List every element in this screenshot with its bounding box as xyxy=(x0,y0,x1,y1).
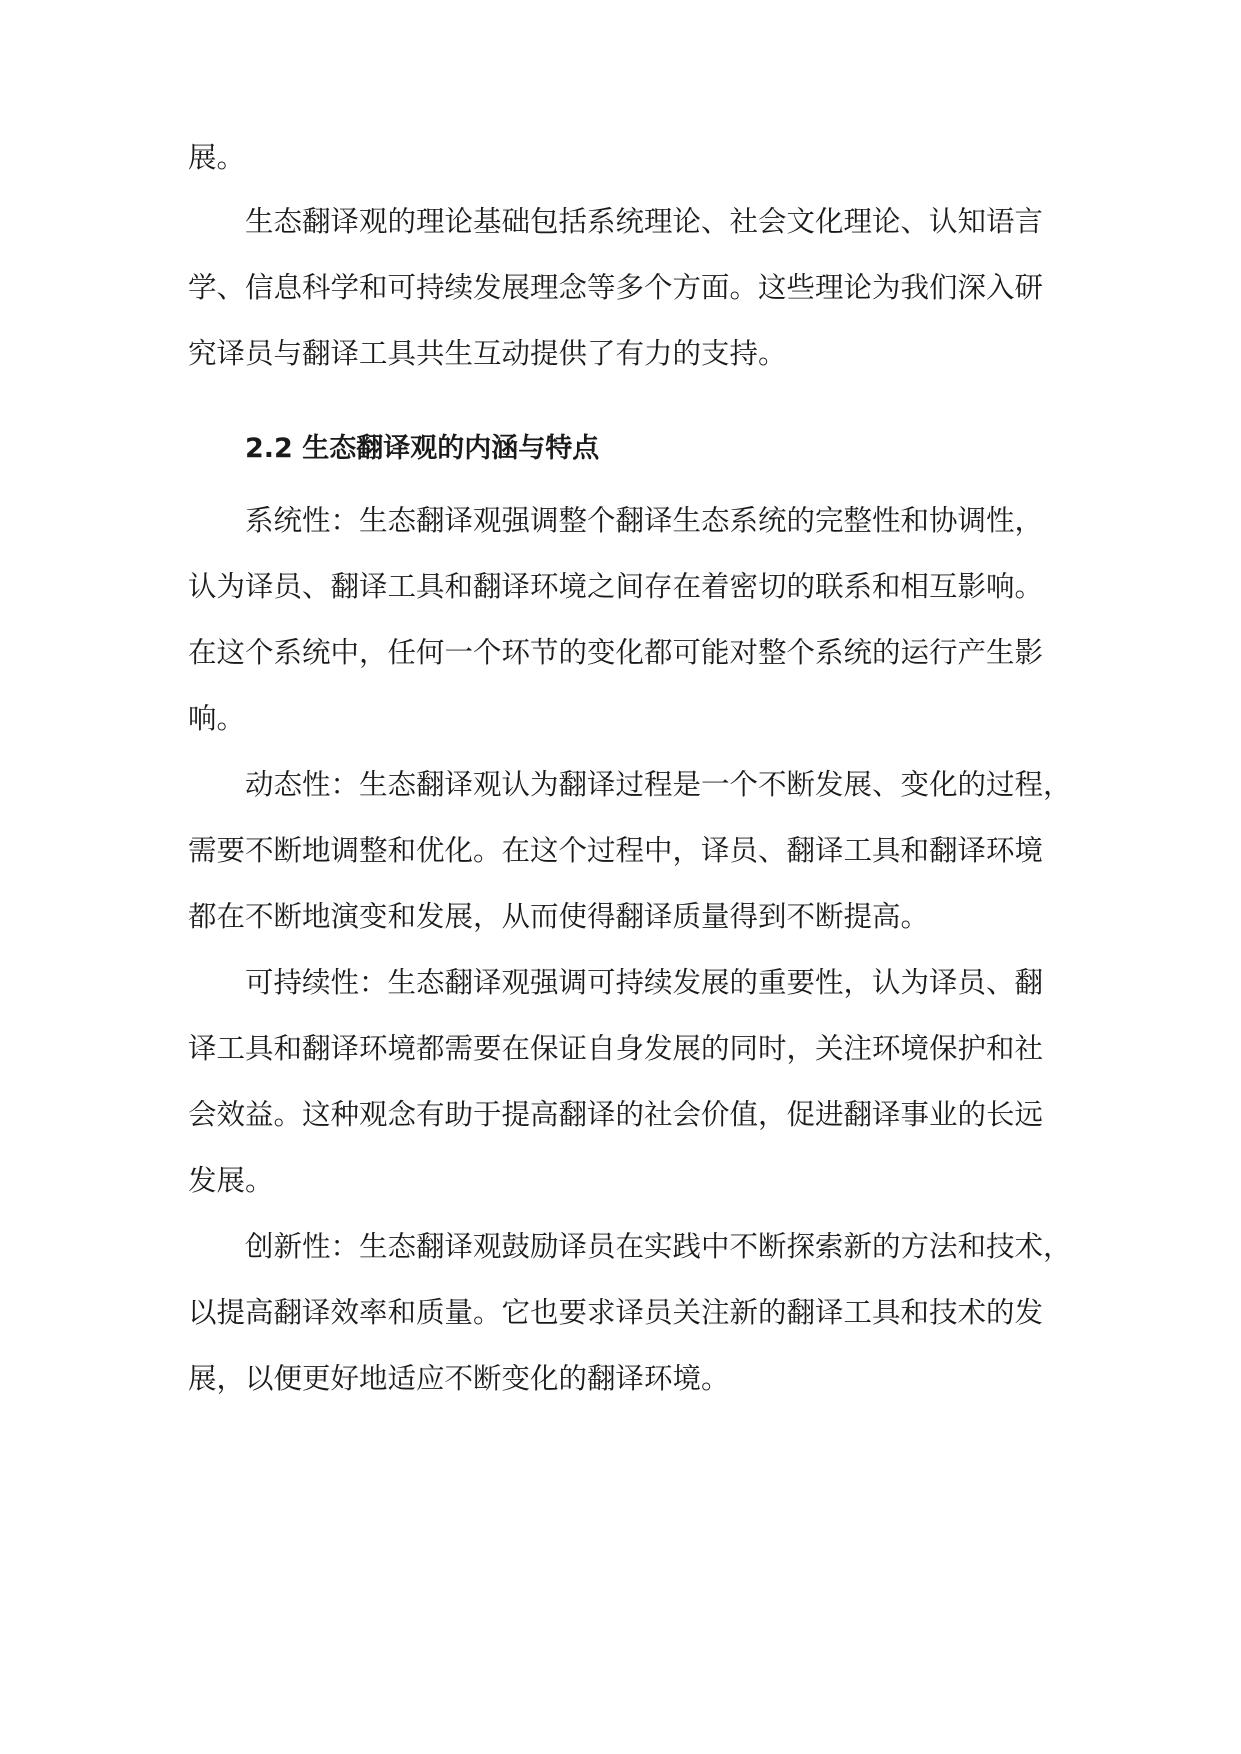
text-line: 响。 xyxy=(188,702,246,735)
paragraph-line: 系统性：生态翻译观强调整个翻译生态系统的完整性和协调性， xyxy=(245,504,1044,537)
text-line: 以提高翻译效率和质量。它也要求译员关注新的翻译工具和技术的发 xyxy=(188,1296,1044,1329)
text-line: 究译员与翻译工具共生互动提供了有力的支持。 xyxy=(188,337,787,370)
paragraph-line: 生态翻译观的理论基础包括系统理论、社会文化理论、认知语言 xyxy=(245,205,1044,238)
text-line: 发展。 xyxy=(188,1164,274,1197)
text-line: 需要不断地调整和优化。在这个过程中，译员、翻译工具和翻译环境 xyxy=(188,834,1044,867)
paragraph-line: 创新性：生态翻译观鼓励译员在实践中不断探索新的方法和技术， xyxy=(245,1230,1072,1263)
text-line: 都在不断地演变和发展，从而使得翻译质量得到不断提高。 xyxy=(188,900,930,933)
text-line: 在这个系统中，任何一个环节的变化都可能对整个系统的运行产生影 xyxy=(188,636,1044,669)
text-line: 展，以便更好地适应不断变化的翻译环境。 xyxy=(188,1362,730,1395)
text-line: 译工具和翻译环境都需要在保证自身发展的同时，关注环境保护和社 xyxy=(188,1032,1044,1065)
text-line: 认为译员、翻译工具和翻译环境之间存在着密切的联系和相互影响。 xyxy=(188,570,1044,603)
paragraph-line: 可持续性：生态翻译观强调可持续发展的重要性，认为译员、翻 xyxy=(245,966,1044,999)
text-line: 会效益。这种观念有助于提高翻译的社会价值，促进翻译事业的长远 xyxy=(188,1098,1044,1131)
paragraph-line: 动态性：生态翻译观认为翻译过程是一个不断发展、变化的过程， xyxy=(245,768,1072,801)
text-line: 学、信息科学和可持续发展理念等多个方面。这些理论为我们深入研 xyxy=(188,271,1044,304)
text-line: 展。 xyxy=(188,141,246,174)
section-heading: 2.2 生态翻译观的内涵与特点 xyxy=(245,433,600,464)
